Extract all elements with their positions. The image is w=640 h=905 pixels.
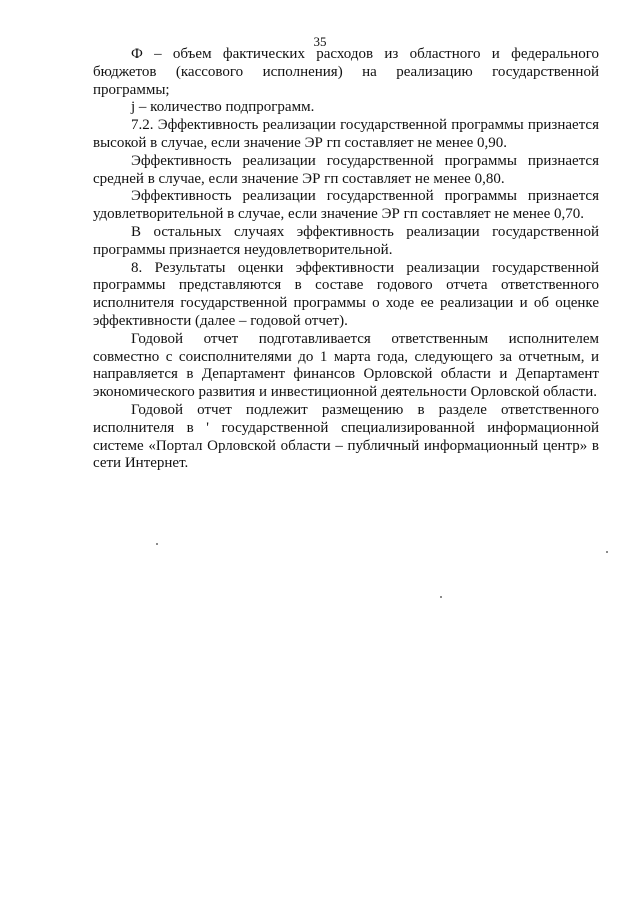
paragraph-annual-report-prep: Годовой отчет подготавливается ответственным исполнителем совместно с соисполнителями до 1 марта года, следующего за отчетным, и направляется в Департамент финансов Орловской области и Департамент экономического развития и инвестиционной деятельности Орловской области. [93, 330, 599, 401]
paragraph-medium: Эффективность реализации государственной программы признается средней в случае, если значение ЭР гп составляет не менее 0,80. [93, 152, 599, 187]
paragraph-f-definition: Ф – объем фактических расходов из областного и федерального бюджетов (кассового исполнения) на реализацию государственной программы; [93, 46, 599, 98]
paragraph-unsatisfactory: В остальных случаях эффективность реализации государственной программы признается неудовлетворительной. [93, 223, 599, 258]
page-number: 35 [313, 34, 327, 49]
paragraph-j-definition: j – количество подпрограмм. [131, 99, 315, 116]
paragraph-annual-report-publish: Годовой отчет подлежит размещению в разделе ответственного исполнителя в ' государственной специализированной информационной системе «Портал Орловской области – публичный информационный центр» в сети Интернет. [93, 401, 599, 472]
document-body [93, 46, 599, 473]
scan-speck [606, 551, 608, 553]
scan-speck [156, 543, 158, 545]
paragraph-satisfactory: Эффективность реализации государственной программы признается удовлетворительной в случае, если значение ЭР гп составляет не менее 0,70. [93, 188, 599, 223]
paragraph-7-2-high: 7.2. Эффективность реализации государственной программы признается высокой в случае, если значение ЭР гп составляет не менее 0,90. [93, 117, 599, 151]
paragraph-8-results: 8. Результаты оценки эффективности реализации государственной программы представляются в составе годового отчета ответственного исполнителя государственной программы о ходе ее реализации и об оценке эффективности (далее – годовой отчет). [93, 259, 599, 329]
scan-speck [440, 596, 442, 598]
